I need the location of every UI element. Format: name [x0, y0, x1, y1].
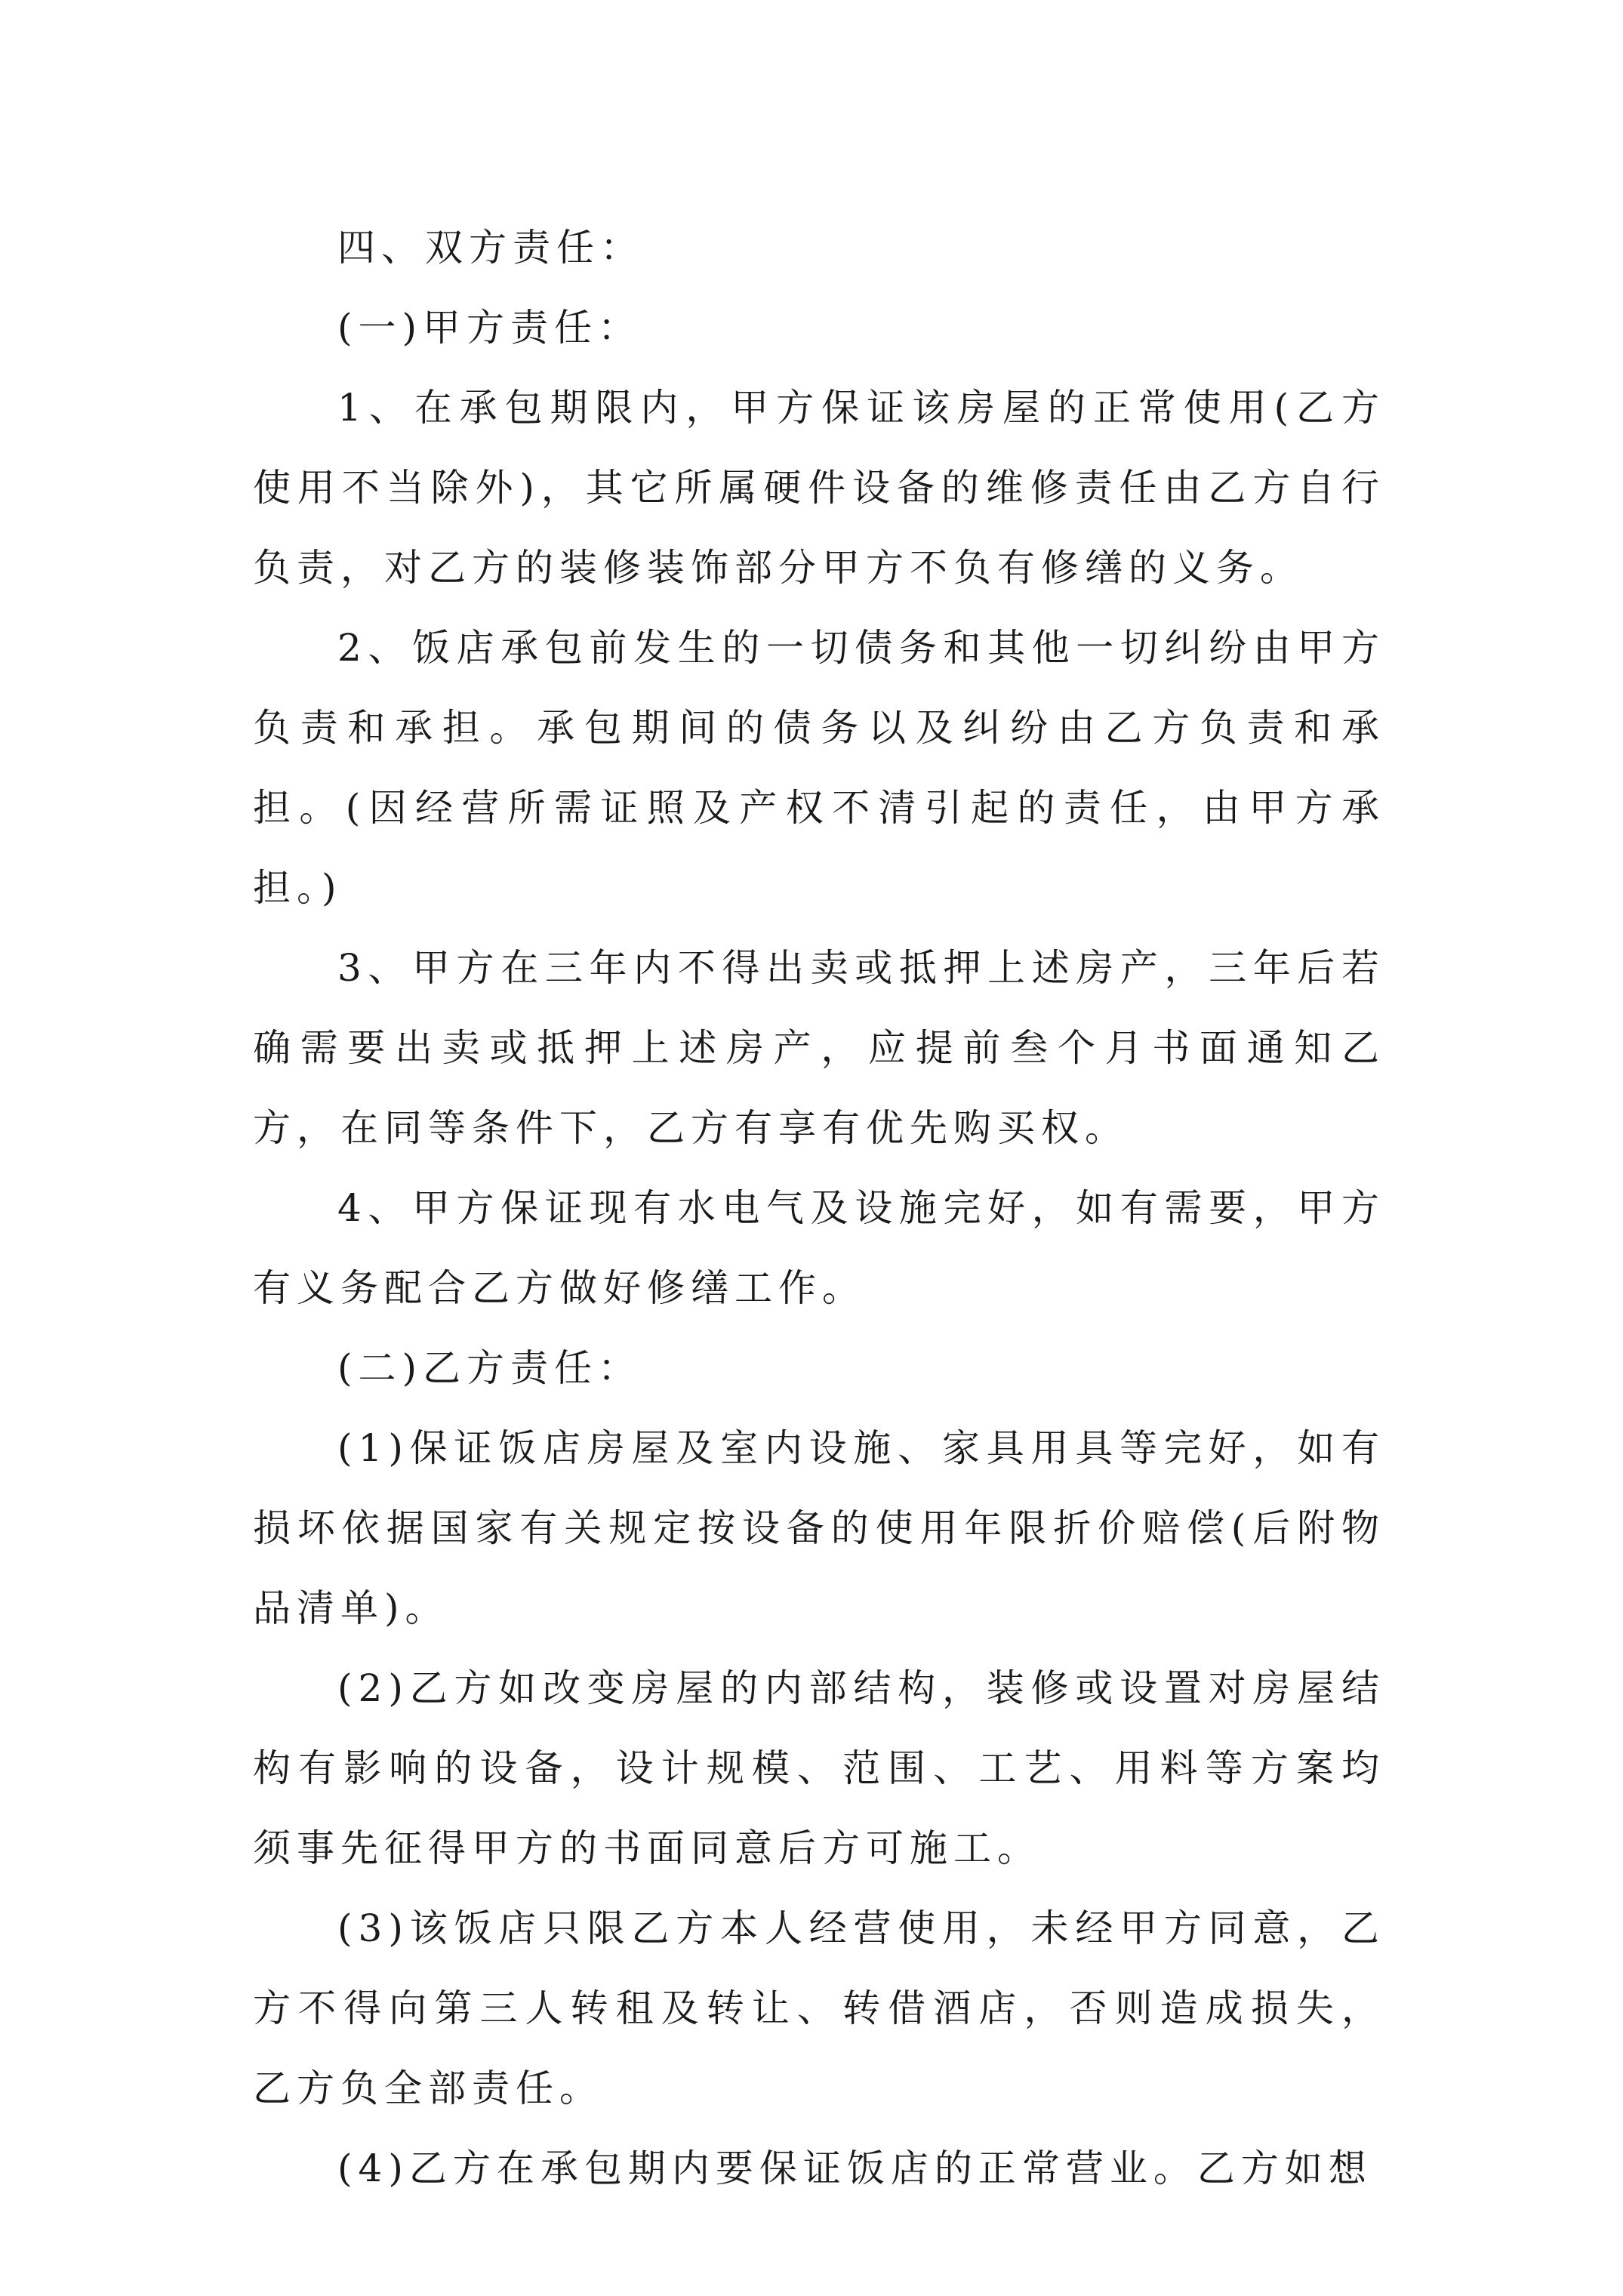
paragraph-b-4: (4)乙方在承包期内要保证饭店的正常营业。乙方如想: [337, 2147, 1372, 2190]
document-body: [253, 208, 1385, 2208]
paragraph-a-4: 4、甲方保证现有水电气及设施完好，如有需要，甲方有义务配合乙方做好修缮工作。: [253, 1186, 1385, 1310]
paragraph-a-1: 1、在承包期限内，甲方保证该房屋的正常使用(乙方使用不当除外)，其它所属硬件设备的维修责任由乙方自行负责，对乙方的装修装饰部分甲方不负有修缮的义务。: [253, 386, 1385, 590]
subheading-party-b: (二)乙方责任：: [337, 1346, 642, 1390]
paragraph-a-2: 2、饭店承包前发生的一切债务和其他一切纠纷由甲方负责和承担。承包期间的债务以及纠纷由乙方负责和承担。(因经营所需证照及产权不清引起的责任，由甲方承担。): [253, 626, 1385, 910]
section-heading-responsibilities: 四、双方责任：: [337, 226, 644, 270]
paragraph-b-3: (3)该饭店只限乙方本人经营使用，未经甲方同意，乙方不得向第三人转租及转让、转借酒店，否则造成损失，乙方负全部责任。: [253, 1906, 1385, 2110]
paragraph-b-1: (1)保证饭店房屋及室内设施、家具用具等完好，如有损坏依据国家有关规定按设备的使用年限折价赔偿(后附物品清单)。: [253, 1426, 1385, 1630]
subheading-party-a: (一)甲方责任：: [337, 306, 642, 350]
paragraph-b-2: (2)乙方如改变房屋的内部结构，装修或设置对房屋结构有影响的设备，设计规模、范围、工艺、用料等方案均须事先征得甲方的书面同意后方可施工。: [253, 1666, 1385, 1870]
paragraph-a-3: 3、甲方在三年内不得出卖或抵押上述房产，三年后若确需要出卖或抵押上述房产，应提前叁个月书面通知乙方，在同等条件下，乙方有享有优先购买权。: [253, 946, 1385, 1150]
